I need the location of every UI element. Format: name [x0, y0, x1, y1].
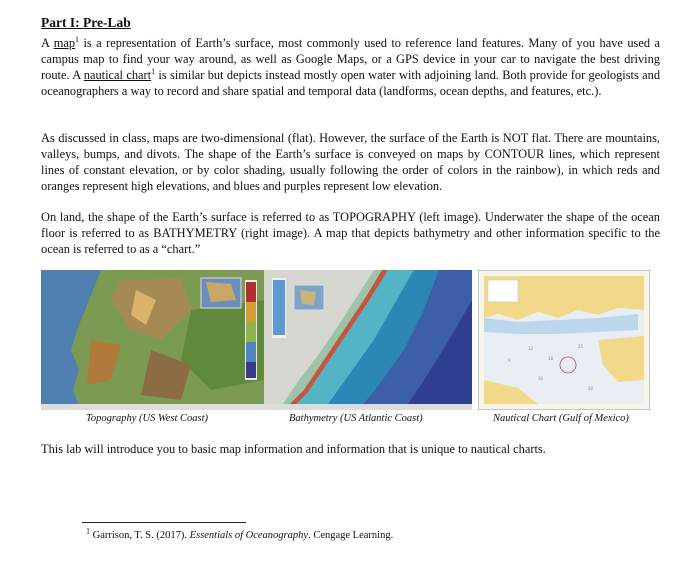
- lab-intro-paragraph: This lab will introduce you to basic map information and information that is unique to nautical charts.: [41, 442, 546, 456]
- footnote-title: Essentials of Oceanography: [189, 530, 309, 541]
- footnote-author: Garrison, T. S. (2017).: [90, 530, 190, 541]
- footnote-marker: 1: [86, 526, 90, 536]
- footnote-divider: [82, 522, 246, 523]
- svg-text:18: 18: [548, 356, 554, 361]
- topography-paragraph: On land, the shape of the Earth’s surface is referred to as TOPOGRAPHY (left image). Underwater the shape of the ocean floor is referred to as BATHYMETRY (right image). A map that depicts bathymetry and other information specific to the ocean is referred to as a “chart.”: [41, 210, 660, 256]
- bathymetry-map-image: [264, 270, 472, 410]
- text-run: is a representation of Earth’s surface, most commonly used to reference land features. Many of you have used a campus map to find your way around, as well as Google Maps, or a GPS device in your car to navigate the best driving route. A: [41, 36, 660, 82]
- svg-text:40: 40: [588, 386, 594, 391]
- term-nautical-chart: nautical chart: [83, 68, 152, 82]
- footnote-ref: 1: [75, 34, 80, 44]
- intro-paragraph: [41, 35, 660, 99]
- figure-caption-bathymetry: Bathymetry (US Atlantic Coast): [289, 413, 423, 424]
- figure-caption-topography: Topography (US West Coast): [86, 413, 209, 424]
- footnote-ref: 1: [151, 66, 156, 76]
- figure-caption-nautical-chart: Nautical Chart (Gulf of Mexico): [493, 413, 629, 424]
- contour-paragraph: As discussed in class, maps are two-dimensional (flat). However, the surface of the Earth is NOT flat. There are mountains, valleys, bumps, and divots. The shape of the Earth’s surface is conveyed on maps by CONTOUR lines, which represent lines of constant elevation, or by color shading, usually following the order of colors in the rainbow), in which reds and oranges represent high elevations, and blues and purples represent low elevation.: [41, 131, 660, 193]
- footnote-publisher: . Cengage Learning.: [308, 530, 394, 541]
- section-heading: Part I: Pre-Lab: [41, 15, 131, 30]
- term-map: map: [53, 36, 76, 50]
- nautical-chart-image: [478, 270, 650, 410]
- text-run: is similar but depicts instead mostly open water with adjoining land. Both provide for geologists and oceanographers a way to record and share spatial and temporal data (landforms, ocean depths, and features, etc.).: [41, 68, 661, 98]
- footnote: [86, 526, 394, 541]
- svg-text:12: 12: [528, 346, 534, 351]
- text-run: A: [41, 36, 54, 50]
- svg-text:25: 25: [578, 344, 584, 349]
- svg-text:9: 9: [508, 358, 511, 363]
- svg-text:30: 30: [538, 376, 544, 381]
- topography-map-image: [41, 270, 264, 410]
